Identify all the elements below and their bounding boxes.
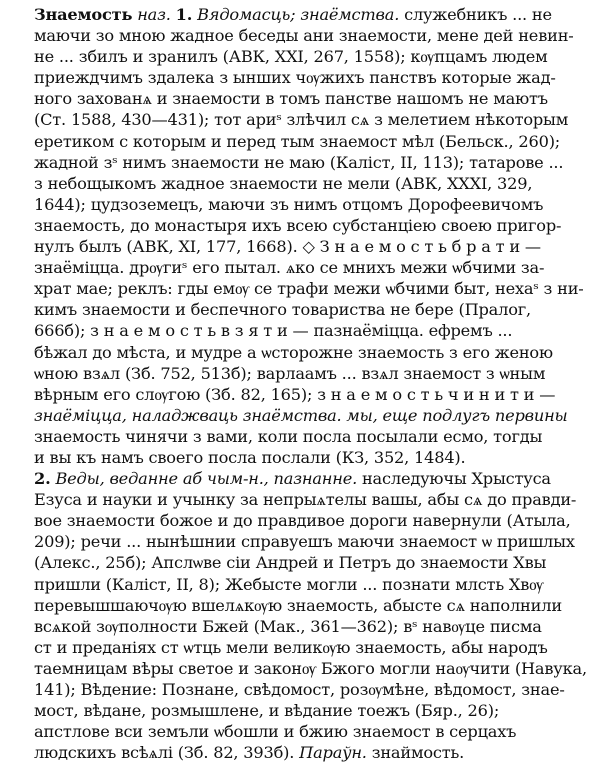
- text-line: храт мае; реклъ: гды емѹ се трафи межи ѡбчими быт, нехаˢ з ни-: [34, 279, 584, 299]
- text-line: мост, вѣдане, розмышлене, и вѣдание тоежъ (Бяр., 26);: [34, 701, 500, 721]
- text-line: 209); речи ... нынѣшнии справуешъ маючи знаемост ѡ пришлых: [34, 532, 575, 552]
- cross-reference-word: знаймость.: [371, 743, 465, 763]
- text-line: знаемость чинячи з вами, коли посла посылали есмо, тогды: [34, 426, 543, 446]
- text-line: ст и преданіях ст ѡтць мели великѹю знаемость, абы народъ: [34, 637, 548, 657]
- cross-reference-label: Параўн.: [299, 743, 367, 763]
- sense-definition: Вядомасць; знаёмства.: [197, 5, 400, 24]
- text-line: з небощыкомъ жадное знаемости не мели (АВК, XXXI, 329,: [34, 173, 533, 193]
- text-line: служебникъ ... не: [404, 5, 552, 24]
- text-line: людскихъ всѣѧлі (Зб. 82, 393б).: [34, 743, 295, 763]
- text-line: наследуючы Хрыстуса: [361, 469, 551, 489]
- text-line: знаёміцца. дрѹгиˢ его пытал. ѧко се мнихъ межи ѡбчими за-: [34, 258, 545, 278]
- text-line: таемницам вѣры светое и законѹ Бжого могли наѹчити (Навука,: [34, 658, 587, 678]
- text-line: нулъ былъ (АВК, XI, 177, 1668). ◇ З н а е м о с т ь б р а т и —: [34, 237, 541, 257]
- part-of-speech: наз.: [137, 5, 171, 24]
- text-line: ѡною взѧл (Зб. 752, 513б); варлаамъ ... взѧл знаемост з ѡным: [34, 363, 546, 383]
- text-line: кимъ знаемости и беспечного товариства не бере (Пралог,: [34, 300, 531, 320]
- headword: Знаемость: [34, 5, 133, 24]
- text-line: 141); Вѣдение: Познане, свѣдомост, розѹмѣне, вѣдомост, знае-: [34, 680, 565, 699]
- sense-1: [12, 4, 584, 468]
- text-line: вое знаемости божое и до правдивое дороги навернули (Атыла,: [34, 511, 571, 531]
- text-line: пришли (Каліст, II, 8); Жебысте могли ... познати млсть Хвѹ: [34, 574, 544, 594]
- text-line: ного захованѧ и знаемости в томъ панстве нашомъ не маютъ: [34, 89, 548, 109]
- text-line: (Алекс., 25б); Апслѡве сіи Андрей и Петръ до знаемости Хвы: [34, 553, 547, 573]
- sense-2: [12, 468, 587, 763]
- text-line: и вы къ намъ своего посла послали (КЗ, 352, 1484).: [34, 447, 466, 467]
- text-line: бѣжал до мѣста, и мудре а ѡсторожне знаемость з его женою: [34, 342, 553, 362]
- text-line: приеждчимъ здалека з ынших чѹжихъ панствъ которые жад-: [34, 68, 556, 88]
- dictionary-entry: [12, 4, 587, 763]
- sense-number: 2.: [34, 469, 51, 489]
- text-line: знаёміцца, наладжваць знаёмства. мы, еще подлугъ первины: [34, 405, 568, 425]
- text-line: (Ст. 1588, 430—431); тот ариˢ злѣчил сѧ з мелетием нѣкоторым: [34, 110, 569, 130]
- sense-2-first-line: [12, 468, 578, 489]
- text-line: вѣрным его слѹгою (Зб. 82, 165); з н а е м о с т ь ч и н и т и —: [34, 384, 556, 404]
- entry-first-line: [12, 4, 578, 25]
- text-line: Езуса и науки и учынку за непрыѧтелы вашы, абы сѧ до правди-: [34, 490, 577, 510]
- text-line: знаемость, до монастыря ихъ всею субстанціею своею пригор-: [34, 215, 562, 235]
- text-line: 1644); цудзоземецъ, маючи зъ нимъ отцомъ Дорофеевичомъ: [34, 194, 544, 214]
- entry-last-line: [12, 742, 578, 763]
- text-line: маючи зо мною жадное беседы ани знаемости, мене дей невин-: [34, 26, 574, 46]
- text-line: апстлове вси земъли ѡбошли и бжию знаемост в серцахъ: [34, 722, 517, 742]
- text-line: 666б); з н а е м о с т ь в з я т и — пазнаёміцца. ефремъ ...: [34, 321, 513, 341]
- text-line: перевышшаючѹю вшелѧкѹю знаемость, абысте сѧ наполнили: [34, 595, 562, 615]
- text-line: не ... збилъ и зранилъ (АВК, XXI, 267, 1558); кѹпцамъ людем: [34, 47, 548, 67]
- text-line: еретиком с которым и перед тым знаемост мѣл (Бельск., 260);: [34, 131, 561, 151]
- sense-number: 1.: [175, 5, 193, 24]
- sense-definition: Веды, веданне аб чым-н., пазнанне.: [55, 469, 358, 489]
- text-line: жадной зˢ нимъ знаемости не маю (Каліст, II, 113); татарове ...: [34, 152, 564, 172]
- text-line: всѧкой зѹполности Бжей (Мак., 361—362); вˢ навѹце писма: [34, 616, 542, 636]
